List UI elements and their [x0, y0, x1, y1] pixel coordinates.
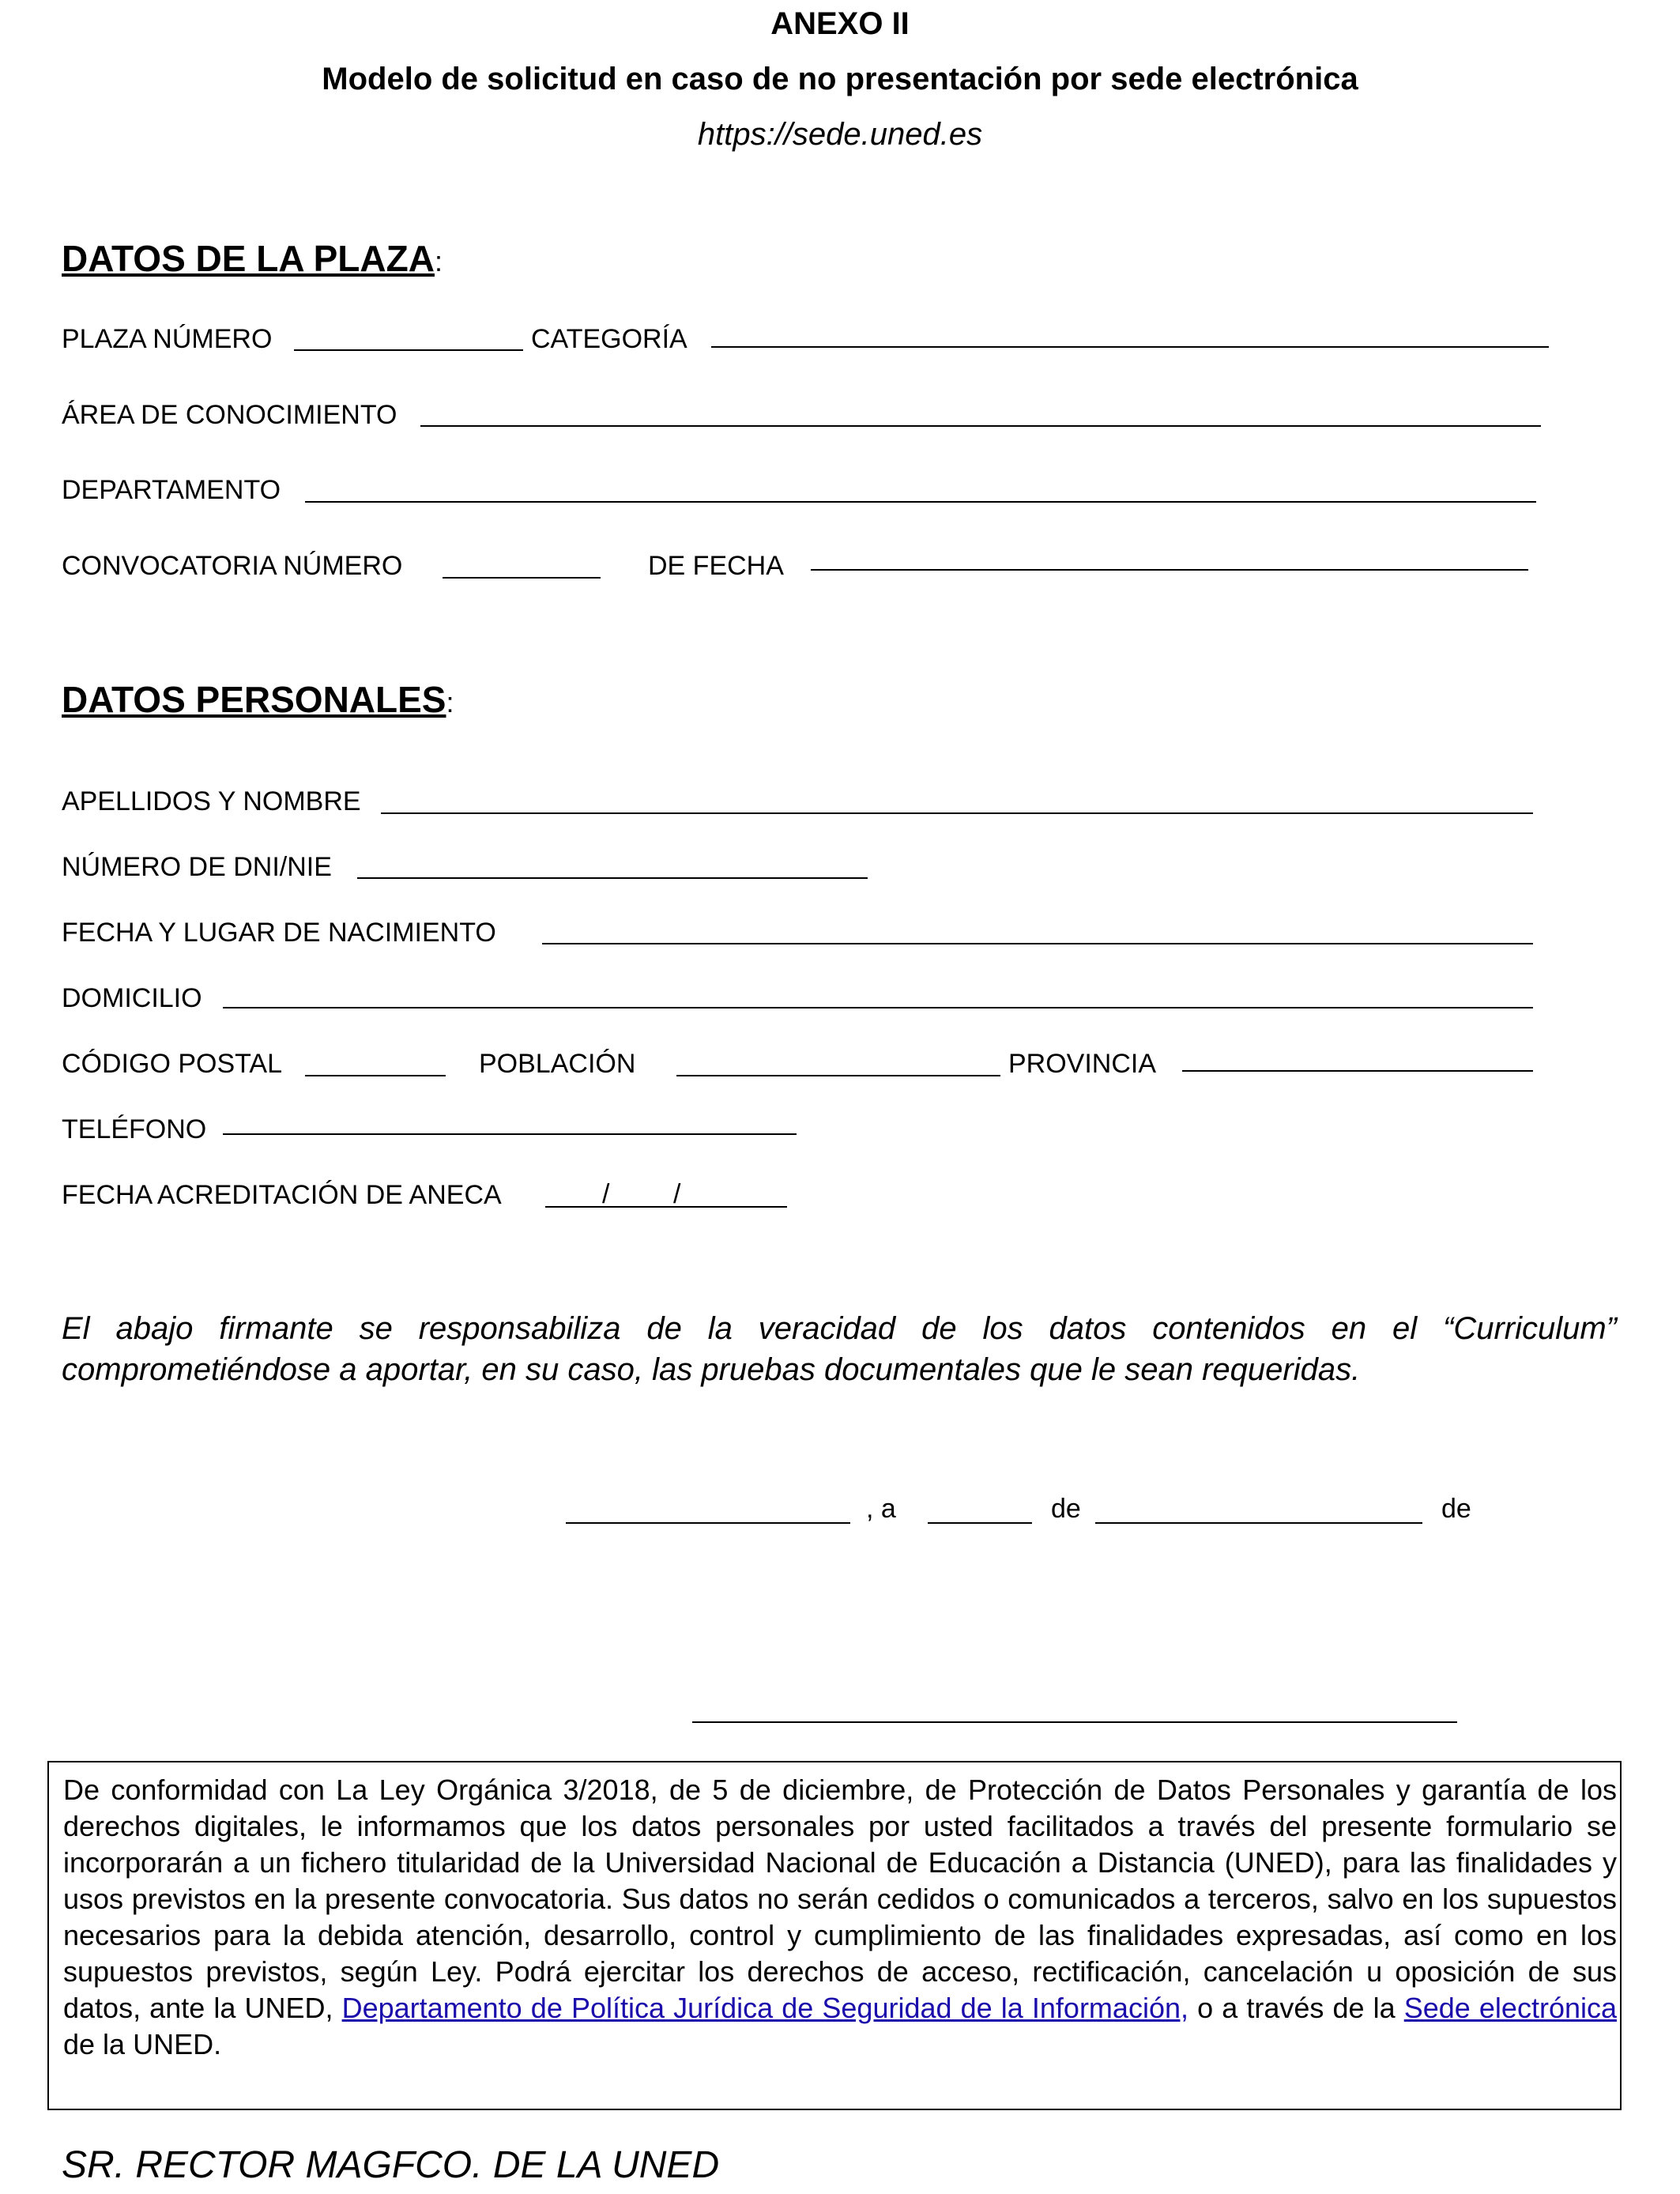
- sede-url: https://sede.uned.es: [697, 117, 983, 152]
- field-departamento[interactable]: [305, 501, 1536, 503]
- label-poblacion: POBLACIÓN: [479, 1049, 636, 1079]
- field-domicilio[interactable]: [223, 1007, 1533, 1008]
- field-provincia[interactable]: [1182, 1070, 1533, 1072]
- field-telefono[interactable]: [223, 1133, 797, 1135]
- legal-text-middle: o a través de la: [1188, 1992, 1404, 2024]
- field-nacimiento[interactable]: [542, 943, 1533, 944]
- field-day[interactable]: [928, 1522, 1032, 1524]
- label-de-fecha: DE FECHA: [648, 551, 784, 581]
- label-domicilio: DOMICILIO: [62, 983, 202, 1013]
- field-plaza-numero[interactable]: [294, 349, 523, 351]
- data-protection-notice: [47, 1761, 1622, 2110]
- link-sede-electronica[interactable]: Sede electrónica: [1403, 1992, 1618, 2024]
- label-codigo-postal: CÓDIGO POSTAL: [62, 1049, 282, 1079]
- field-month[interactable]: [1095, 1522, 1422, 1524]
- section-plaza-title: DATOS DE LA PLAZA: [62, 238, 435, 279]
- label-apellidos: APELLIDOS Y NOMBRE: [62, 786, 361, 816]
- field-place[interactable]: [566, 1522, 850, 1524]
- label-categoria: CATEGORÍA: [531, 324, 687, 354]
- field-convocatoria[interactable]: [443, 577, 601, 579]
- annex-title: ANEXO II: [770, 6, 910, 41]
- declaration-text: El abajo firmante se responsabiliza de la veracidad de los datos contenidos en el “Curriculum” comprometiéndose a aportar, en su caso, las pruebas documentales que le sean requeridas.: [62, 1311, 1617, 1387]
- date-separator: /: [673, 1179, 681, 1209]
- label-aneca: FECHA ACREDITACIÓN DE ANECA: [62, 1180, 502, 1210]
- label-convocatoria: CONVOCATORIA NÚMERO: [62, 551, 403, 581]
- heading-colon: :: [446, 686, 454, 718]
- label-a: , a: [866, 1494, 896, 1524]
- field-dni[interactable]: [357, 877, 868, 879]
- label-provincia: PROVINCIA: [1008, 1049, 1157, 1079]
- label-dni: NÚMERO DE DNI/NIE: [62, 852, 332, 882]
- label-nacimiento: FECHA Y LUGAR DE NACIMIENTO: [62, 918, 496, 948]
- addressee: SR. RECTOR MAGFCO. DE LA UNED: [62, 2144, 720, 2186]
- label-de-year: de: [1441, 1494, 1471, 1524]
- signature-line[interactable]: [692, 1721, 1457, 1723]
- field-apellidos[interactable]: [381, 812, 1533, 814]
- section-plaza-heading: [62, 237, 443, 280]
- label-area: ÁREA DE CONOCIMIENTO: [62, 400, 397, 430]
- legal-text-before: De conformidad con La Ley Orgánica 3/2018, de 5 de diciembre, de Protección de Datos Personales y garantía de los derechos digitales, le informamos que los datos personales por usted facilitados a través del presente formulario se incorporarán a un fichero titularidad de la Universidad Nacional de Educación a Distancia (UNED), para las finalidades y usos previstos en la presente convocatoria. Sus datos no serán cedidos o comunicados a terceros, salvo en los supuestos necesarios para la debida atención, desarrollo, control y cumplimiento de las finalidades expresadas, así como en los supuestos previstos, según Ley. Podrá ejercitar los derechos de acceso, rectificación, cancelación u oposición de sus datos, ante la UNED,: [63, 1774, 1617, 2024]
- link-departamento-politica[interactable]: Departamento de Política Jurídica de Seguridad de la Información,: [341, 1992, 1188, 2024]
- field-poblacion[interactable]: [676, 1075, 1000, 1076]
- field-codigo-postal[interactable]: [305, 1075, 446, 1076]
- field-area[interactable]: [420, 425, 1541, 427]
- heading-colon: :: [434, 245, 443, 277]
- label-plaza-numero: PLAZA NÚMERO: [62, 324, 273, 354]
- field-categoria[interactable]: [711, 346, 1549, 348]
- label-de-month: de: [1051, 1494, 1081, 1524]
- section-personal-title: DATOS PERSONALES: [62, 679, 446, 720]
- label-telefono: TELÉFONO: [62, 1114, 207, 1144]
- field-aneca-date[interactable]: [545, 1206, 787, 1208]
- label-departamento: DEPARTAMENTO: [62, 475, 281, 505]
- field-de-fecha[interactable]: [811, 569, 1528, 571]
- date-separator: /: [602, 1179, 610, 1209]
- section-personal-heading: [62, 678, 454, 721]
- form-title: Modelo de solicitud en caso de no presentación por sede electrónica: [322, 62, 1358, 96]
- legal-text: [63, 1772, 1617, 2063]
- legal-text-after: de la UNED.: [63, 2028, 222, 2060]
